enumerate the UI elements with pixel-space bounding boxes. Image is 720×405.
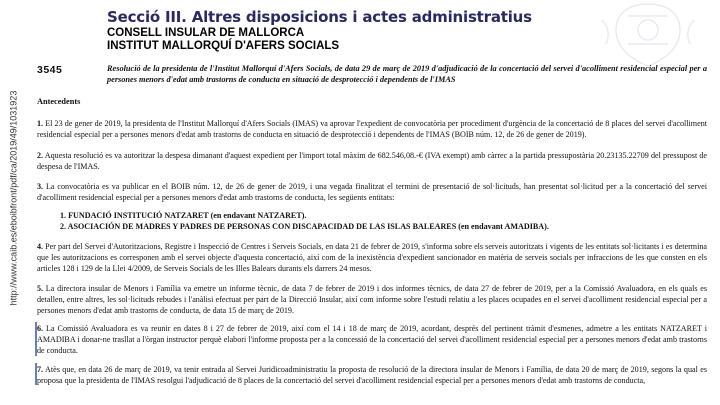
paragraph-number: 7. — [37, 365, 44, 374]
paragraph-number: 5. — [37, 284, 44, 293]
paragraph-text: La directora insular de Menors i Família va emetre un informe tècnic, de data 7 de febrer de 2019 i dos informes tècnics, de data 27 de febrer de 2019, per a la Comissió Avaluadora, en els quals es detallen, entre altres, les sol·licituds rebudes i l'anàlisi efectuat per part de la Direcció Insular, així com informe sobre l'estudi relatiu a les places ocupades en el servei d'acolliment residencial especial per a persones menors d'edat amb trastorns de conducta, de data 15 de març de 2019. — [37, 284, 707, 315]
section-title: Secció III. Altres disposicions i actes administratius — [107, 8, 532, 26]
paragraph-7 — [37, 364, 707, 386]
paragraph-number: 6. — [37, 324, 44, 333]
margin-url[interactable] — [2, 90, 24, 306]
department-name: INSTITUT MALLORQUÍ D'AFERS SOCIALS — [107, 40, 340, 52]
paragraph-5 — [37, 283, 707, 316]
entity-natzaret: 1. FUNDACIÓ INSTITUCIÓ NATZARET (en endavant NATZARET). — [60, 211, 307, 220]
entity-amadiba: 2. ASOCIACIÓN DE MADRES Y PADRES DE PERSONAS CON DISCAPACIDAD DE LAS ISLAS BALEARES (en endavant AMADIBA). — [60, 222, 549, 231]
coat-of-arms-watermark — [588, 0, 708, 70]
document-number: 3545 — [37, 64, 63, 76]
paragraph-text: Aquesta resolució es va autoritzar la despesa dimanant d'aquest expedient per l'import total màxim de 682.546,08.-€ (IVA exempt) amb càrrec a la partida pressupostària 20.23135.22709 del pressupost de despesa de l'IMAS. — [37, 151, 707, 171]
paragraph-2 — [37, 150, 707, 172]
paragraph-number: 1. — [37, 119, 44, 128]
paragraph-text: Per part del Servei d'Autoritzacions, Registre i Inspecció de Centres i Serveis Socials, en data 21 de febrer de 2019, s'informa sobre els serveis autoritzats i vigents de les entitats sol·licitants i es determina que les autoritzacions es corresponen amb el servei objecte d'aquesta concertació, així com de la inexistència d'expedient sancionador en matèria de serveis socials per infraccions de les que consten en els articles 128 i 129 de la Llei 4/2009, de Serveis Socials de les Illes Balears durants els darrers 24 mesos. — [37, 242, 707, 273]
paragraph-text: Atès que, en data 26 de març de 2019, va tenir entrada al Servei Juridicoadministratiu la proposta de resolució de la directora insular de Menors i Família, de data 20 de març de 2019, segons la qual es proposa que la presidenta de l'IMAS resolgui l'adjudicació de 8 places de la concertació del servei d'acolliment residencial especial per a persones menors d'edat amb trastorns de conducta, — [37, 365, 707, 385]
paragraph-text: La convocatòria es va publicar en el BOIB núm. 12, de 26 de gener de 2019, i una vegada finalitzat el termini de presentació de sol·licituds, han presentat sol·licitud per a la concertació del servei d'acolliment residencial especial per a persones menors d'edat amb trastorns de conducta, les següents entitats: — [37, 182, 707, 202]
antecedents-heading: Antecedents — [37, 97, 81, 106]
paragraph-text: La Comissió Avaluadora es va reunir en dates 8 i 27 de febrer de 2019, així com el 14 i 18 de març de 2019, acordant, després del pertinent tràmit d'esmenes, admetre a les entitats NATZARET i AMADIBA i donar-ne trasllat a l'òrgan instructor perquè elabori l'informe proposta per a la concessió de la concertació del servei d'acolliment residencial especial per a persones menors d'edat amb trastorns de conducta. — [37, 324, 707, 355]
paragraph-1 — [37, 118, 707, 140]
paragraph-text: El 23 de gener de 2019, la presidenta de l'Institut Mallorquí d'Afers Socials (IMAS) va aprovar l'expedient de convocatòria per procediment d'urgència de la concertació de 8 places del servei d'acolliment residencial especial per a persones menors d'edat amb trastorns de conducta en situació de desprotecció i dependents de l'IMAS (BOIB núm. 12, de 26 de gener de 2019). — [37, 119, 707, 139]
paragraph-3 — [37, 181, 707, 203]
paragraph-number: 4. — [37, 242, 44, 251]
paragraph-6 — [37, 323, 707, 356]
margin-url-text[interactable]: http://www.caib.es/eboibfront/pdf/ca/2019/49/1031923 — [8, 90, 18, 306]
resolution-title: Resolució de la presidenta de l'Institut Mallorquí d'Afers Socials, de data 29 de març de 2019 d'adjudicació de la concertació del servei d'acolliment residencial especial per a persones menors d'edat amb trastorns de conducta en situació de desprotecció i dependents de l'IMAS — [107, 64, 707, 84]
organization-name: CONSELL INSULAR DE MALLORCA — [107, 27, 305, 39]
paragraph-number: 3. — [37, 182, 44, 191]
paragraph-number: 2. — [37, 151, 44, 160]
paragraph-4 — [37, 241, 707, 274]
